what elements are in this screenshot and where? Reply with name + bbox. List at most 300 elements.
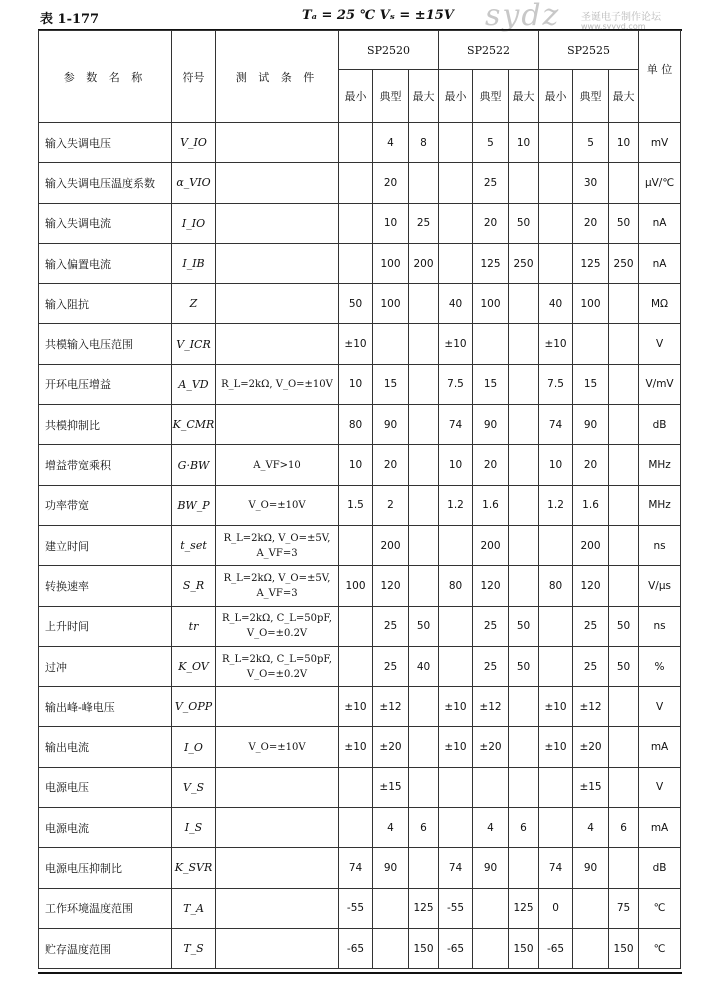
value-cell: ±10 bbox=[439, 687, 473, 727]
value-cell bbox=[409, 767, 439, 807]
value-cell bbox=[609, 405, 639, 445]
value-cell: 50 bbox=[509, 606, 539, 646]
param-symbol: S_R bbox=[172, 566, 216, 606]
value-cell: 74 bbox=[539, 848, 573, 888]
value-cell: 10 bbox=[373, 203, 409, 243]
value-cell: 50 bbox=[609, 606, 639, 646]
value-cell: 74 bbox=[439, 848, 473, 888]
value-cell bbox=[339, 243, 373, 283]
value-cell: -65 bbox=[439, 928, 473, 968]
header-max: 最大 bbox=[609, 70, 639, 123]
unit-cell: dB bbox=[639, 405, 681, 445]
unit-cell: V/mV bbox=[639, 364, 681, 404]
value-cell bbox=[373, 888, 409, 928]
value-cell bbox=[473, 888, 509, 928]
value-cell: 50 bbox=[609, 203, 639, 243]
param-symbol: BW_P bbox=[172, 485, 216, 525]
value-cell: 250 bbox=[509, 243, 539, 283]
param-symbol: V_OPP bbox=[172, 687, 216, 727]
value-cell bbox=[409, 405, 439, 445]
value-cell: 150 bbox=[409, 928, 439, 968]
value-cell: 4 bbox=[373, 808, 409, 848]
value-cell: 90 bbox=[473, 848, 509, 888]
value-cell: 30 bbox=[573, 163, 609, 203]
table-row bbox=[39, 525, 681, 565]
table-row bbox=[39, 163, 681, 203]
value-cell: 6 bbox=[509, 808, 539, 848]
test-condition bbox=[216, 163, 339, 203]
param-name: 共模抑制比 bbox=[39, 405, 172, 445]
table-row bbox=[39, 606, 681, 646]
param-name: 输入失调电压温度系数 bbox=[39, 163, 172, 203]
value-cell: ±10 bbox=[539, 727, 573, 767]
value-cell: 125 bbox=[573, 243, 609, 283]
unit-cell: nA bbox=[639, 243, 681, 283]
param-symbol: Z bbox=[172, 284, 216, 324]
table-row bbox=[39, 485, 681, 525]
value-cell bbox=[373, 324, 409, 364]
value-cell: ±12 bbox=[473, 687, 509, 727]
value-cell: 15 bbox=[373, 364, 409, 404]
value-cell: ±20 bbox=[473, 727, 509, 767]
header-symbol: 符号 bbox=[172, 31, 216, 123]
value-cell bbox=[509, 727, 539, 767]
table-row bbox=[39, 808, 681, 848]
value-cell: ±10 bbox=[339, 324, 373, 364]
table-row bbox=[39, 687, 681, 727]
param-name: 过冲 bbox=[39, 646, 172, 686]
unit-cell: ℃ bbox=[639, 888, 681, 928]
value-cell bbox=[609, 848, 639, 888]
value-cell bbox=[539, 123, 573, 163]
value-cell bbox=[409, 284, 439, 324]
header-condition: 测 试 条 件 bbox=[216, 31, 339, 123]
test-condition bbox=[216, 808, 339, 848]
value-cell: ±15 bbox=[573, 767, 609, 807]
value-cell: 20 bbox=[573, 203, 609, 243]
value-cell: -55 bbox=[339, 888, 373, 928]
unit-cell: dB bbox=[639, 848, 681, 888]
table-row bbox=[39, 888, 681, 928]
value-cell bbox=[609, 767, 639, 807]
param-symbol: I_IO bbox=[172, 203, 216, 243]
test-condition bbox=[216, 324, 339, 364]
param-symbol: T_A bbox=[172, 888, 216, 928]
value-cell: 4 bbox=[473, 808, 509, 848]
param-symbol: V_IO bbox=[172, 123, 216, 163]
value-cell: 120 bbox=[573, 566, 609, 606]
header-model-sp2522: SP2522 bbox=[439, 31, 539, 70]
value-cell bbox=[439, 606, 473, 646]
unit-cell: V bbox=[639, 687, 681, 727]
value-cell: ±10 bbox=[539, 687, 573, 727]
test-condition bbox=[216, 687, 339, 727]
table-row bbox=[39, 566, 681, 606]
param-name: 上升时间 bbox=[39, 606, 172, 646]
value-cell: 100 bbox=[573, 284, 609, 324]
value-cell: 100 bbox=[373, 243, 409, 283]
param-symbol: V_ICR bbox=[172, 324, 216, 364]
param-symbol: I_O bbox=[172, 727, 216, 767]
header-min: 最小 bbox=[539, 70, 573, 123]
value-cell: 6 bbox=[409, 808, 439, 848]
value-cell: 90 bbox=[373, 405, 409, 445]
table-row bbox=[39, 848, 681, 888]
value-cell bbox=[573, 928, 609, 968]
value-cell: ±10 bbox=[339, 727, 373, 767]
value-cell bbox=[609, 163, 639, 203]
value-cell: 80 bbox=[539, 566, 573, 606]
value-cell: 10 bbox=[339, 445, 373, 485]
value-cell bbox=[339, 808, 373, 848]
table-number: 表 1-177 bbox=[40, 12, 100, 27]
value-cell bbox=[339, 646, 373, 686]
unit-cell: V bbox=[639, 324, 681, 364]
param-name: 功率带宽 bbox=[39, 485, 172, 525]
value-cell: 25 bbox=[573, 646, 609, 686]
value-cell: 200 bbox=[473, 525, 509, 565]
param-name: 输入偏置电流 bbox=[39, 243, 172, 283]
header-param: 参 数 名 称 bbox=[39, 31, 172, 123]
param-name: 共模输入电压范围 bbox=[39, 324, 172, 364]
value-cell: 25 bbox=[373, 646, 409, 686]
value-cell: 1.6 bbox=[573, 485, 609, 525]
value-cell: 10 bbox=[609, 123, 639, 163]
table-row bbox=[39, 646, 681, 686]
value-cell: ±12 bbox=[573, 687, 609, 727]
test-condition bbox=[216, 888, 339, 928]
value-cell bbox=[609, 284, 639, 324]
test-condition: R_L=2kΩ, C_L=50pF, V_O=±0.2V bbox=[216, 606, 339, 646]
value-cell: 1.6 bbox=[473, 485, 509, 525]
value-cell: -65 bbox=[539, 928, 573, 968]
value-cell: 7.5 bbox=[539, 364, 573, 404]
header-min: 最小 bbox=[439, 70, 473, 123]
unit-cell: MHz bbox=[639, 445, 681, 485]
value-cell bbox=[609, 324, 639, 364]
test-condition: R_L=2kΩ, V_O=±5V, A_VF=3 bbox=[216, 525, 339, 565]
value-cell bbox=[409, 848, 439, 888]
header-model-sp2520: SP2520 bbox=[339, 31, 439, 70]
value-cell bbox=[509, 687, 539, 727]
param-name: 输出峰-峰电压 bbox=[39, 687, 172, 727]
value-cell: 40 bbox=[539, 284, 573, 324]
header-model-sp2525: SP2525 bbox=[539, 31, 639, 70]
value-cell: 125 bbox=[509, 888, 539, 928]
value-cell: 1.2 bbox=[439, 485, 473, 525]
value-cell bbox=[539, 808, 573, 848]
value-cell bbox=[409, 525, 439, 565]
value-cell bbox=[439, 243, 473, 283]
value-cell: 40 bbox=[409, 646, 439, 686]
value-cell bbox=[473, 928, 509, 968]
value-cell: 25 bbox=[573, 606, 609, 646]
test-condition bbox=[216, 405, 339, 445]
param-name: 贮存温度范围 bbox=[39, 928, 172, 968]
value-cell: 1.5 bbox=[339, 485, 373, 525]
table-row bbox=[39, 123, 681, 163]
value-cell: 125 bbox=[473, 243, 509, 283]
value-cell bbox=[509, 525, 539, 565]
value-cell: 90 bbox=[473, 405, 509, 445]
value-cell bbox=[409, 445, 439, 485]
table-row bbox=[39, 727, 681, 767]
value-cell: 200 bbox=[373, 525, 409, 565]
unit-cell: ns bbox=[639, 525, 681, 565]
value-cell bbox=[439, 767, 473, 807]
table-row bbox=[39, 203, 681, 243]
param-symbol: T_S bbox=[172, 928, 216, 968]
param-symbol: K_CMR bbox=[172, 405, 216, 445]
value-cell: 50 bbox=[509, 203, 539, 243]
value-cell: 7.5 bbox=[439, 364, 473, 404]
header-max: 最大 bbox=[409, 70, 439, 123]
value-cell: 125 bbox=[409, 888, 439, 928]
value-cell: ±15 bbox=[373, 767, 409, 807]
value-cell: -65 bbox=[339, 928, 373, 968]
value-cell: 10 bbox=[339, 364, 373, 404]
value-cell: 50 bbox=[339, 284, 373, 324]
param-symbol: G·BW bbox=[172, 445, 216, 485]
value-cell: 5 bbox=[473, 123, 509, 163]
unit-cell: MΩ bbox=[639, 284, 681, 324]
header-typ: 典型 bbox=[373, 70, 409, 123]
param-name: 输入失调电压 bbox=[39, 123, 172, 163]
test-condition bbox=[216, 123, 339, 163]
value-cell bbox=[339, 525, 373, 565]
value-cell: ±10 bbox=[539, 324, 573, 364]
value-cell: 20 bbox=[373, 163, 409, 203]
value-cell bbox=[539, 646, 573, 686]
value-cell bbox=[609, 525, 639, 565]
value-cell: 25 bbox=[473, 606, 509, 646]
value-cell bbox=[409, 485, 439, 525]
param-name: 输入失调电流 bbox=[39, 203, 172, 243]
test-condition: V_O=±10V bbox=[216, 727, 339, 767]
value-cell bbox=[409, 687, 439, 727]
value-cell: 10 bbox=[539, 445, 573, 485]
param-name: 电源电压 bbox=[39, 767, 172, 807]
test-condition: A_VF>10 bbox=[216, 445, 339, 485]
value-cell bbox=[409, 163, 439, 203]
value-cell bbox=[509, 405, 539, 445]
test-condition: R_L=2kΩ, V_O=±5V, A_VF=3 bbox=[216, 566, 339, 606]
value-cell: ±10 bbox=[439, 324, 473, 364]
param-name: 转换速率 bbox=[39, 566, 172, 606]
test-condition bbox=[216, 243, 339, 283]
value-cell: 10 bbox=[509, 123, 539, 163]
value-cell: 20 bbox=[473, 203, 509, 243]
value-cell: 80 bbox=[339, 405, 373, 445]
value-cell bbox=[573, 324, 609, 364]
param-name: 建立时间 bbox=[39, 525, 172, 565]
value-cell: 80 bbox=[439, 566, 473, 606]
value-cell: 74 bbox=[539, 405, 573, 445]
value-cell bbox=[439, 203, 473, 243]
table-row bbox=[39, 243, 681, 283]
value-cell: 74 bbox=[439, 405, 473, 445]
value-cell: 20 bbox=[573, 445, 609, 485]
param-symbol: I_IB bbox=[172, 243, 216, 283]
param-symbol: I_S bbox=[172, 808, 216, 848]
value-cell: 15 bbox=[573, 364, 609, 404]
test-condition bbox=[216, 203, 339, 243]
value-cell: ±20 bbox=[373, 727, 409, 767]
value-cell bbox=[509, 163, 539, 203]
value-cell bbox=[609, 485, 639, 525]
value-cell bbox=[509, 445, 539, 485]
unit-cell: mA bbox=[639, 808, 681, 848]
value-cell: 100 bbox=[473, 284, 509, 324]
value-cell bbox=[509, 485, 539, 525]
unit-cell: V/μs bbox=[639, 566, 681, 606]
value-cell: 25 bbox=[409, 203, 439, 243]
value-cell: -55 bbox=[439, 888, 473, 928]
value-cell: 0 bbox=[539, 888, 573, 928]
value-cell bbox=[539, 767, 573, 807]
value-cell: 4 bbox=[373, 123, 409, 163]
test-condition bbox=[216, 284, 339, 324]
param-name: 输出电流 bbox=[39, 727, 172, 767]
unit-cell: μV/℃ bbox=[639, 163, 681, 203]
value-cell: 50 bbox=[509, 646, 539, 686]
value-cell bbox=[409, 324, 439, 364]
param-symbol: V_S bbox=[172, 767, 216, 807]
param-name: 增益带宽乘积 bbox=[39, 445, 172, 485]
value-cell bbox=[339, 163, 373, 203]
value-cell: 120 bbox=[473, 566, 509, 606]
value-cell bbox=[373, 928, 409, 968]
value-cell bbox=[509, 364, 539, 404]
spec-table bbox=[38, 30, 681, 969]
value-cell bbox=[473, 767, 509, 807]
value-cell: 40 bbox=[439, 284, 473, 324]
param-name: 电源电压抑制比 bbox=[39, 848, 172, 888]
value-cell: ±10 bbox=[339, 687, 373, 727]
value-cell bbox=[609, 566, 639, 606]
value-cell: 6 bbox=[609, 808, 639, 848]
unit-cell: MHz bbox=[639, 485, 681, 525]
value-cell bbox=[409, 727, 439, 767]
value-cell: 90 bbox=[573, 405, 609, 445]
value-cell bbox=[339, 767, 373, 807]
value-cell bbox=[539, 163, 573, 203]
value-cell: 20 bbox=[473, 445, 509, 485]
param-name: 电源电流 bbox=[39, 808, 172, 848]
unit-cell: ℃ bbox=[639, 928, 681, 968]
value-cell bbox=[609, 364, 639, 404]
value-cell: 250 bbox=[609, 243, 639, 283]
value-cell: 75 bbox=[609, 888, 639, 928]
value-cell bbox=[509, 324, 539, 364]
watermark-url: www.syyyd.com bbox=[581, 22, 646, 31]
param-symbol: t_set bbox=[172, 525, 216, 565]
param-symbol: K_OV bbox=[172, 646, 216, 686]
value-cell bbox=[509, 566, 539, 606]
value-cell: 5 bbox=[573, 123, 609, 163]
test-condition bbox=[216, 767, 339, 807]
value-cell: 90 bbox=[373, 848, 409, 888]
test-condition: V_O=±10V bbox=[216, 485, 339, 525]
value-cell bbox=[539, 606, 573, 646]
value-cell: 150 bbox=[609, 928, 639, 968]
value-cell bbox=[609, 445, 639, 485]
value-cell bbox=[509, 767, 539, 807]
value-cell: 25 bbox=[473, 163, 509, 203]
value-cell: 100 bbox=[373, 284, 409, 324]
value-cell bbox=[609, 687, 639, 727]
header-typ: 典型 bbox=[473, 70, 509, 123]
param-symbol: K_SVR bbox=[172, 848, 216, 888]
value-cell bbox=[539, 203, 573, 243]
value-cell: ±20 bbox=[573, 727, 609, 767]
value-cell bbox=[509, 848, 539, 888]
table-row bbox=[39, 405, 681, 445]
spec-table-body bbox=[39, 123, 681, 969]
param-name: 开环电压增益 bbox=[39, 364, 172, 404]
value-cell bbox=[439, 163, 473, 203]
value-cell: ±12 bbox=[373, 687, 409, 727]
table-row bbox=[39, 767, 681, 807]
value-cell bbox=[439, 646, 473, 686]
test-condition: R_L=2kΩ, V_O=±10V bbox=[216, 364, 339, 404]
unit-cell: % bbox=[639, 646, 681, 686]
value-cell bbox=[539, 243, 573, 283]
value-cell: 100 bbox=[339, 566, 373, 606]
watermark-logo: sydz bbox=[485, 0, 561, 33]
test-condition bbox=[216, 848, 339, 888]
param-name: 工作环境温度范围 bbox=[39, 888, 172, 928]
value-cell bbox=[539, 525, 573, 565]
table-row bbox=[39, 324, 681, 364]
value-cell bbox=[509, 284, 539, 324]
value-cell: 1.2 bbox=[539, 485, 573, 525]
unit-cell: V bbox=[639, 767, 681, 807]
value-cell: 2 bbox=[373, 485, 409, 525]
watermark-text: 圣诞电子制作论坛 bbox=[581, 12, 661, 23]
value-cell: 50 bbox=[409, 606, 439, 646]
table-row bbox=[39, 284, 681, 324]
value-cell: 50 bbox=[609, 646, 639, 686]
value-cell bbox=[573, 888, 609, 928]
value-cell: 74 bbox=[339, 848, 373, 888]
value-cell: 10 bbox=[439, 445, 473, 485]
table-row bbox=[39, 364, 681, 404]
value-cell bbox=[409, 566, 439, 606]
test-conditions: Tₐ = 25 ℃ Vₛ = ±15V bbox=[302, 8, 454, 23]
value-cell bbox=[439, 123, 473, 163]
value-cell: 8 bbox=[409, 123, 439, 163]
value-cell bbox=[439, 808, 473, 848]
value-cell: 25 bbox=[373, 606, 409, 646]
unit-cell: mA bbox=[639, 727, 681, 767]
test-condition bbox=[216, 928, 339, 968]
unit-cell: ns bbox=[639, 606, 681, 646]
value-cell: 25 bbox=[473, 646, 509, 686]
value-cell: 200 bbox=[573, 525, 609, 565]
value-cell: 15 bbox=[473, 364, 509, 404]
unit-cell: mV bbox=[639, 123, 681, 163]
value-cell: ±10 bbox=[439, 727, 473, 767]
value-cell bbox=[409, 364, 439, 404]
value-cell bbox=[339, 123, 373, 163]
table-row bbox=[39, 928, 681, 968]
value-cell bbox=[473, 324, 509, 364]
table-row bbox=[39, 445, 681, 485]
header-max: 最大 bbox=[509, 70, 539, 123]
test-condition: R_L=2kΩ, C_L=50pF, V_O=±0.2V bbox=[216, 646, 339, 686]
value-cell: 150 bbox=[509, 928, 539, 968]
